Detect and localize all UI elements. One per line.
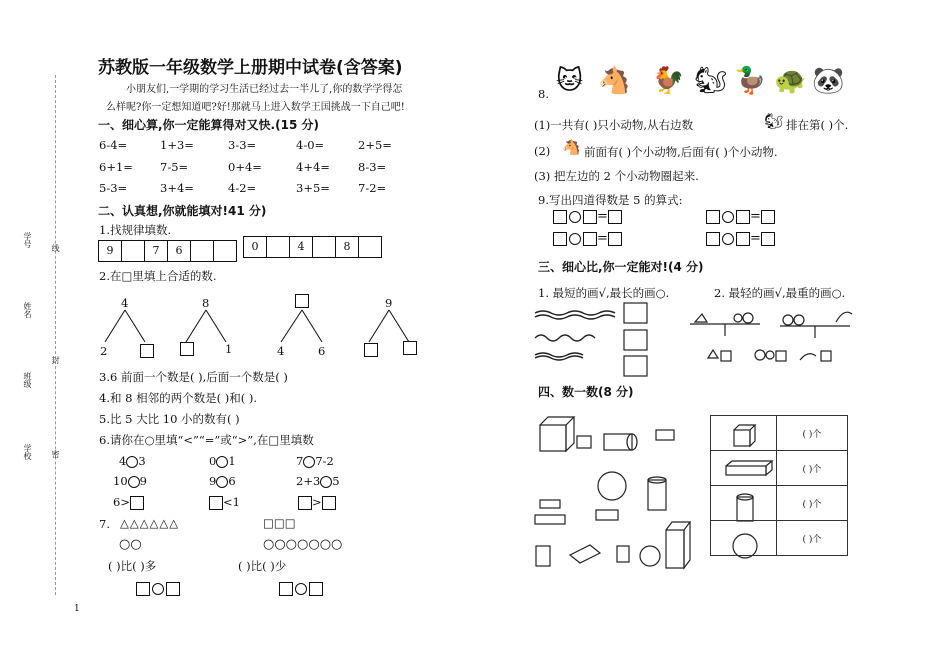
triangles-row: △△△△△△ bbox=[120, 516, 180, 530]
cat-icon: 🐱 bbox=[556, 66, 584, 96]
calc-item: 3+4= bbox=[160, 181, 194, 195]
calc-item: 7-2= bbox=[358, 181, 387, 195]
seq-cell[interactable]: 4 bbox=[289, 236, 313, 258]
margin-seal-label: 封 bbox=[51, 356, 60, 364]
squares-row: □□□ bbox=[263, 516, 296, 530]
cmp-row-3a: 6> bbox=[113, 495, 144, 510]
calc-item: 7-5= bbox=[160, 160, 189, 174]
cmp-row-1b: 0 1 bbox=[209, 454, 236, 468]
table-row bbox=[711, 486, 848, 521]
calc-item: 0+4= bbox=[228, 160, 262, 174]
cmp-row-2a: 10 9 bbox=[113, 474, 147, 488]
q8b-label: (2) bbox=[534, 144, 551, 158]
q5-text: 5.比 5 大比 10 小的数有( ) bbox=[99, 412, 240, 426]
q9-eq-1: = bbox=[553, 209, 622, 224]
cmp-row-1a: 4 3 bbox=[119, 454, 146, 468]
page-title: 苏教版一年级数学上册期中试卷(含答案) bbox=[98, 58, 403, 78]
page-number: 1 bbox=[74, 604, 80, 614]
tree1-top: 4 bbox=[121, 296, 129, 310]
duck-icon: 🦆 bbox=[734, 66, 767, 96]
turtle-icon: 🐢 bbox=[774, 66, 807, 96]
q7-number: 7. bbox=[99, 517, 110, 531]
calc-item: 4-0= bbox=[296, 138, 325, 152]
calc-item: 6+1= bbox=[99, 160, 133, 174]
q8-number: 8. bbox=[538, 87, 549, 101]
circles-row-right: ○○○○○○○ bbox=[263, 537, 343, 552]
section-1-heading: 一、细心算,你一定能算得对又快.(15 分) bbox=[98, 118, 319, 132]
q8a-text-2: 排在第( )个. bbox=[786, 118, 849, 132]
q6-text: 6.请你在○里填“<”“=”或“>”,在□里填数 bbox=[99, 433, 314, 447]
seq-cell[interactable]: 0 bbox=[243, 236, 267, 258]
tree3-right: 6 bbox=[318, 344, 326, 358]
q8b-text: 前面有( )个小动物,后面有( )个小动物. bbox=[584, 145, 778, 159]
count-cuboid-cell[interactable]: ( )个 bbox=[802, 464, 822, 475]
margin-secret-label: 密 bbox=[51, 450, 60, 458]
table-row bbox=[711, 416, 848, 451]
cmp-row-3b: <1 bbox=[209, 495, 240, 510]
tree1-left: 2 bbox=[100, 344, 108, 358]
q1-text: 1.找规律填数. bbox=[99, 223, 172, 237]
calc-item: 2+5= bbox=[358, 138, 392, 152]
tree2-top: 8 bbox=[202, 296, 210, 310]
rooster-icon: 🐓 bbox=[652, 66, 685, 96]
squirrel-small-icon: 🐿 bbox=[764, 112, 784, 130]
q7-right-fill: ( )比( )少 bbox=[238, 559, 287, 573]
student-id-label: 学号 bbox=[23, 232, 32, 248]
q8a-text: (1)一共有( )只小动物,从右边数 bbox=[534, 118, 694, 132]
section-2-heading: 二、认真想,你就能填对!41 分) bbox=[98, 204, 267, 218]
seq-cell[interactable]: 6 bbox=[167, 240, 191, 262]
tree4-top: 9 bbox=[385, 296, 393, 310]
seq-cell[interactable]: 8 bbox=[335, 236, 359, 258]
intro-line-2: 么样呢?你一定想知道吧?好!那就马上进入数学王国挑战一下自己吧! bbox=[106, 102, 405, 113]
seq-cell[interactable]: 9 bbox=[98, 240, 122, 262]
intro-line-1: 小朋友们,一学期的学习生活已经过去一半儿了,你的数学学得怎 bbox=[126, 84, 403, 95]
cmp-row-2b: 9 6 bbox=[209, 474, 236, 488]
cmp-row-3c: > bbox=[298, 495, 336, 510]
seq-cell[interactable]: 7 bbox=[144, 240, 168, 262]
table-row bbox=[711, 451, 848, 486]
tree2-right: 1 bbox=[225, 342, 233, 356]
squirrel-icon: 🐿 bbox=[694, 66, 728, 96]
table-row bbox=[711, 521, 848, 556]
q7-left-fill: ( )比( )多 bbox=[108, 559, 157, 573]
horse-small-icon: 🐴 bbox=[562, 138, 581, 156]
name-label: 姓名 bbox=[23, 302, 32, 318]
panda-icon: 🐼 bbox=[812, 66, 845, 96]
count-sphere-cell[interactable]: ( )个 bbox=[802, 534, 822, 545]
calc-item: 4-2= bbox=[228, 181, 257, 195]
calc-item: 5-3= bbox=[99, 181, 128, 195]
class-label: 班级 bbox=[23, 372, 32, 388]
cmp-row-2c: 2+3 5 bbox=[296, 474, 340, 488]
calc-item: 8-3= bbox=[358, 160, 387, 174]
q9-text: 9.写出四道得数是 5 的算式: bbox=[538, 193, 683, 207]
count-cube-cell[interactable]: ( )个 bbox=[802, 429, 822, 440]
calc-item: 1+3= bbox=[160, 138, 194, 152]
margin-line-label: 线 bbox=[51, 244, 60, 252]
calc-item: 3-3= bbox=[228, 138, 257, 152]
section-3-heading: 三、细心比,你一定能对!(4 分) bbox=[538, 260, 704, 274]
q4-text: 4.和 8 相邻的两个数是( )和( ). bbox=[99, 391, 258, 405]
circles-row-left: ○○ bbox=[119, 537, 142, 552]
q3-text: 3.6 前面一个数是( ),后面一个数是( ) bbox=[99, 370, 288, 384]
cmp-row-1c: 7 7-2 bbox=[296, 454, 334, 468]
q2-text: 2.在□里填上合适的数. bbox=[99, 269, 217, 283]
q9-eq-2: = bbox=[706, 209, 775, 224]
tree3-left: 4 bbox=[277, 344, 285, 358]
count-table bbox=[710, 415, 848, 556]
count-cylinder-cell[interactable]: ( )个 bbox=[802, 499, 822, 510]
calc-item: 3+5= bbox=[296, 181, 330, 195]
school-label: 学校 bbox=[23, 444, 32, 460]
horse-icon: 🐴 bbox=[598, 66, 631, 96]
q31-text: 1. 最短的画√,最长的画○. bbox=[538, 286, 670, 300]
section-4-heading: 四、数一数(8 分) bbox=[538, 385, 634, 399]
calc-item: 4+4= bbox=[296, 160, 330, 174]
calc-item: 6-4= bbox=[99, 138, 128, 152]
q8c-text: (3) 把左边的 2 个小动物圈起来. bbox=[534, 169, 699, 183]
q32-text: 2. 最轻的画√,最重的画○. bbox=[714, 286, 846, 300]
q9-eq-4: = bbox=[706, 231, 775, 246]
q9-eq-3: = bbox=[553, 231, 622, 246]
